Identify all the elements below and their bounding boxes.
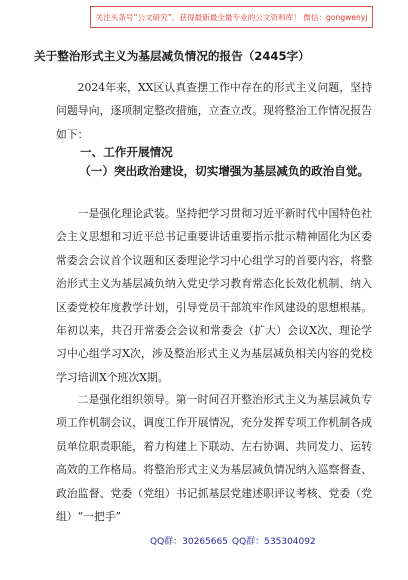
document-title: 关于整治形式主义为基层减负情况的报告（2445字） bbox=[34, 49, 310, 63]
promo-banner: 关注头条号“公文研究”，获得最新最全最专业的公文资料库！ 微信：gongwenyj bbox=[90, 6, 373, 28]
body-paragraph-2: 二是强化组织领导。第一时间召开整治形式主义为基层减负专项工作机制会议，调度工作开展情况，充分发挥专项工作机制各成员单位职责职能，着力构建上下联动、左右协调、共同发力、运转高效的工作格局。将整治形式主义为基层减负情况纳入巡察督查、政治监督、党委（党组）书记抓基层党建述职评议考核、党委（党组）“一把手” bbox=[56, 393, 372, 524]
subsection-heading: （一）突出政治建设，切实增强为基层减负的政治自觉。 bbox=[79, 164, 370, 178]
section-heading: 一、工作开展情况 bbox=[80, 145, 173, 159]
intro-paragraph: 2024年来，XX区认真查摆工作中存在的形式主义问题，坚持问题导向，逐项制定整改措施，立查立改。现将整治工作情况报告如下： bbox=[56, 81, 372, 141]
qq-group-2: QQ群：535304092 bbox=[232, 537, 316, 547]
qq-group-1: QQ群：30265665 bbox=[150, 537, 228, 547]
footer bbox=[0, 528, 408, 552]
body-paragraph-1: 一是强化理论武装。坚持把学习贯彻习近平新时代中国特色社会主义思想和习近平总书记重要讲话重要指示批示精神固化为区委常委会会议首个议题和区委理论学习中心组学习的首要内容，将整治形式主义为基层减负纳入党史学习教育常态化长效化机制、纳入区委党校年度教学计划，引导党员干部筑牢作风建设的思想根基。年初以来，共召开常委会会议和常委会（扩大）会议X次、理论学习中心组学习X次，涉及整治形式主义为基层减负相关内容的党校学习培训X个班次X期。 bbox=[56, 207, 372, 384]
